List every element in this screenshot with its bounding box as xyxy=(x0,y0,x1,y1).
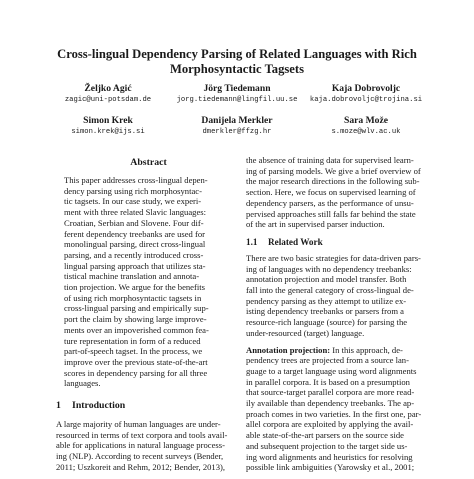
text-line: tion projection. We argue for the benefits xyxy=(64,282,205,293)
subsection-heading-related-work xyxy=(246,236,431,248)
text-line: under-resourced (target) language. xyxy=(246,327,365,338)
text-line: ing (NLP). According to recent surveys (Bender, xyxy=(56,451,224,462)
author-block xyxy=(162,83,312,105)
section-heading-introduction xyxy=(56,400,241,412)
text-line xyxy=(246,345,431,356)
text-line: scores in dependency parsing for all three xyxy=(64,367,208,378)
text-line: section. Here, we focus on supervised learning of xyxy=(246,187,416,198)
text-line: able for applications in natural language process- xyxy=(56,440,225,451)
text-line: the absence of training data for supervised learn- xyxy=(246,155,414,165)
text-line: ily available than dependency treebanks. The ap- xyxy=(246,398,415,409)
paper-title xyxy=(40,47,434,77)
author-name: Jörg Tiedemann xyxy=(203,83,271,94)
text-line: allel corpora are exploited by applying the avail- xyxy=(246,419,414,430)
text-line: pervised approaches still falls far behind the state xyxy=(246,208,416,219)
author-name: Željko Agić xyxy=(84,83,132,94)
author-block xyxy=(33,115,183,137)
right-column xyxy=(246,155,431,479)
body-paragraph xyxy=(246,155,431,230)
text-line: resourced in terms of text corpora and tools avail- xyxy=(56,429,228,440)
author-email: jorg.tiedemann@lingfil.uu.se xyxy=(176,96,298,104)
text-line: that source-target parallel corpora are more read- xyxy=(246,387,415,398)
run-in-heading: Annotation projection: xyxy=(246,344,331,355)
author-email: zagic@uni-potsdam.de xyxy=(64,96,152,104)
text-line: monolingual parsing, direct cross-lingual xyxy=(64,239,206,250)
title-line-1: Cross-lingual Dependency Parsing of Related Languages with Rich xyxy=(57,47,417,61)
text-line: isting dependency treebanks or parsers from a xyxy=(246,306,404,317)
text-line: fall into the general category of cross-lingual de- xyxy=(246,285,414,296)
introduction-text xyxy=(56,419,241,473)
text-line: improve over the previous state-of-the-art xyxy=(64,356,208,367)
section-title: Introduction xyxy=(72,400,126,412)
text-line: pendency parsing as they attempt to utilize ex- xyxy=(246,295,407,306)
text-line: of the art in supervised parser induction. xyxy=(246,219,385,230)
text-line: in parallel corpora. It is based on a presumption xyxy=(246,376,410,387)
text-line: lingual parsing approach that utilizes sta- xyxy=(64,260,206,271)
text-line: pendency trees are projected from a source lan- xyxy=(246,355,409,366)
text-line: ferent dependency treebanks are used for xyxy=(64,228,206,239)
text-line: proach comes in two varieties. In the first one, par- xyxy=(246,408,422,419)
author-name: Sara Može xyxy=(344,115,388,126)
text-line: ing word alignments and heuristics for resolving xyxy=(246,451,413,462)
text-line: dency parsing using rich morphosyntac- xyxy=(64,185,202,196)
text-line: tistical machine translation and annota- xyxy=(64,271,200,282)
text-line: resource-rich language (source) for parsing the xyxy=(246,317,408,328)
text-line: languages. xyxy=(64,378,101,389)
text-line: able state-of-the-art parsers on the source side xyxy=(246,430,404,441)
author-email: simon.krek@ijs.si xyxy=(71,128,145,136)
text-line: There are two basic strategies for data-driven pars- xyxy=(246,252,421,263)
abstract-heading: Abstract xyxy=(130,157,167,168)
author-block xyxy=(162,115,312,137)
subsection-title: Related Work xyxy=(268,236,323,247)
text-line: ing of parsing models. We give a brief overview of xyxy=(246,165,421,176)
text-line: 2011; Uszkoreit and Rehm, 2012; Bender, 2013), xyxy=(56,461,226,472)
author-email: dmerkler@ffzg.hr xyxy=(202,128,272,136)
text-line: A large majority of human languages are under- xyxy=(56,419,221,430)
related-work-text xyxy=(246,253,431,339)
text-line: of using rich morphosyntactic tagsets in xyxy=(64,292,202,303)
author-name: Simon Krek xyxy=(83,115,133,126)
text-line: possible link ambiguities (Yarowsky et al., 2001; xyxy=(246,462,415,473)
text-line: This paper addresses cross-lingual depen- xyxy=(64,175,208,185)
text-line: Croatian, Serbian and Slovene. Four dif- xyxy=(64,217,204,228)
text-line: ments over an impoverished common fea- xyxy=(64,324,209,335)
text-line: tic tagsets. In our case study, we experi- xyxy=(64,196,202,207)
author-email: s.moze@wlv.ac.uk xyxy=(331,128,401,136)
author-block xyxy=(291,115,441,137)
abstract-text xyxy=(64,175,233,389)
annotation-projection-paragraph xyxy=(246,345,431,473)
text-line: ing of languages with no dependency treebanks: xyxy=(246,263,412,274)
author-block xyxy=(33,83,183,105)
left-column xyxy=(56,157,241,479)
text-line: cross-lingual parsing and empirically sup- xyxy=(64,303,209,314)
subsection-number: 1.1 xyxy=(246,236,258,247)
text-line: and subsequent projection to the target side us- xyxy=(246,440,408,451)
section-number: 1 xyxy=(56,400,61,412)
text-line: ture representation in form of a reduced xyxy=(64,335,201,346)
text-line: ment with three related Slavic languages: xyxy=(64,207,206,218)
text-line: port the claim by showing large improve- xyxy=(64,314,207,325)
text-line: annotation projection and model transfer. Both xyxy=(246,274,407,285)
text-line: part-of-speech tagset. In the process, we xyxy=(64,346,203,357)
text-line: guage to a target language using word alignments xyxy=(246,365,417,376)
author-email: kaja.dobrovoljc@trojina.si xyxy=(309,96,423,104)
line-text: In this approach, de- xyxy=(330,344,403,355)
author-name: Danijela Merkler xyxy=(201,115,273,126)
text-line: dependency parsers, as the performance of unsu- xyxy=(246,197,414,208)
title-line-2: Morphosyntactic Tagsets xyxy=(170,62,304,76)
text-line: the major research directions in the following sub- xyxy=(246,176,420,187)
author-name: Kaja Dobrovoljc xyxy=(331,83,401,94)
text-line: parsing, and a recently introduced cross- xyxy=(64,249,204,260)
author-block xyxy=(291,83,441,105)
